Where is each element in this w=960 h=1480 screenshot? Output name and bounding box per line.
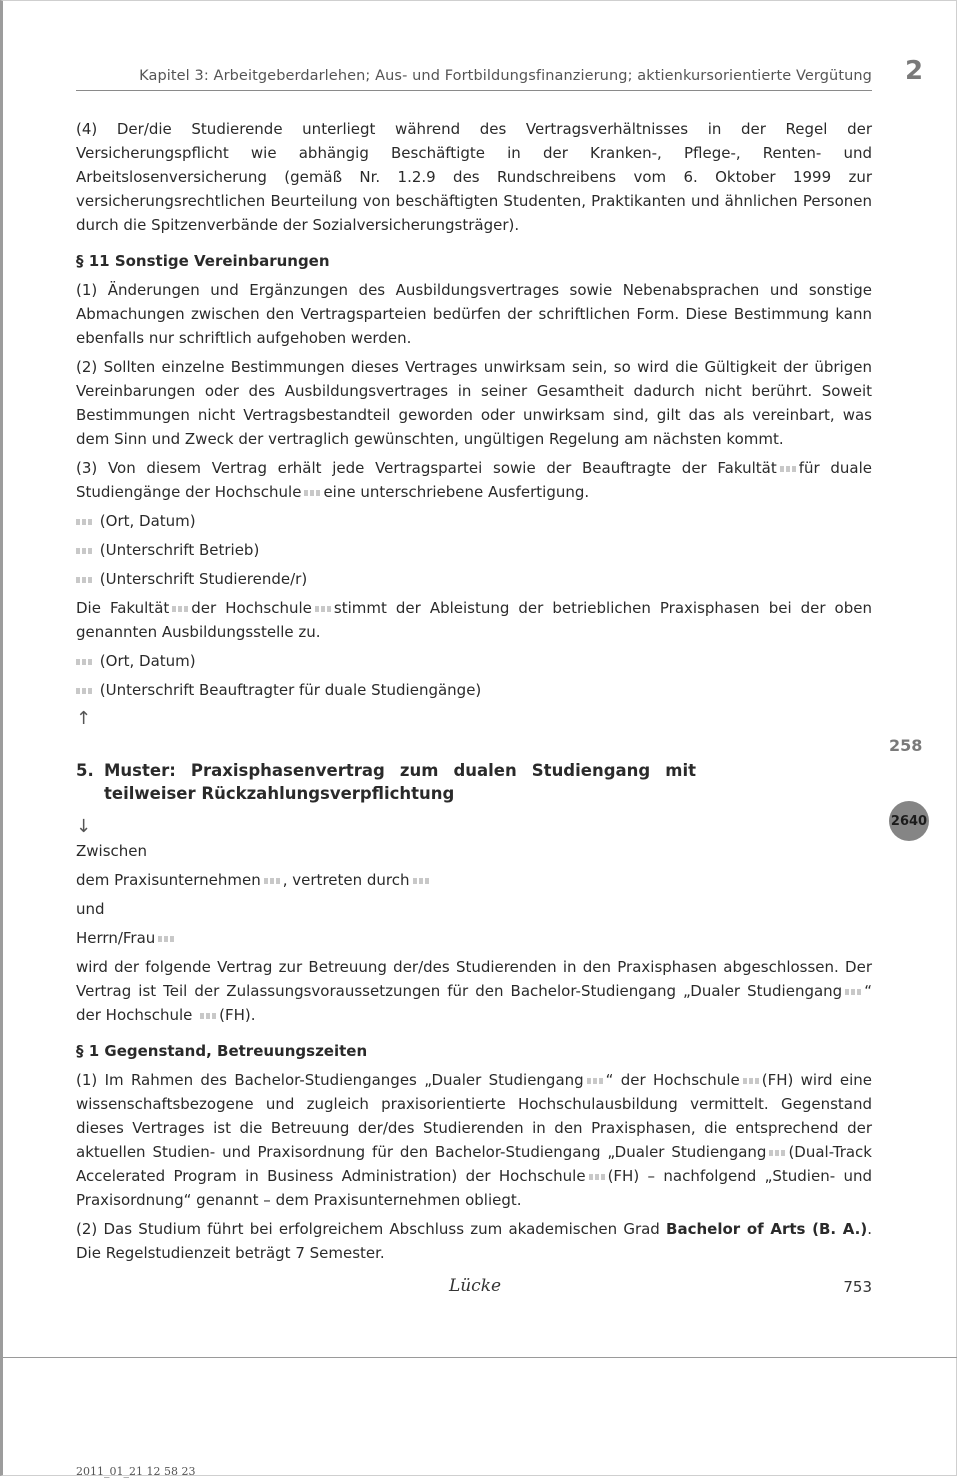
placeholder-blank	[76, 659, 92, 665]
text-segment: (FH) wird eine wissenschaftsbezogene und zugleich praxisorientierte Hochschulausbildung vermittelt. Gegenstand dieses Vertrages ist die Betreuung der/des Studierenden in den Praxisphasen, die entsprechend der aktuellen Studien- und Praxisordnung für den Bachelor-Studiengang „Dualer Studiengang	[76, 1071, 872, 1161]
margin-badge: 2640	[889, 801, 929, 841]
text-segment: “ der Hochschule	[76, 982, 872, 1024]
heading-section-11: § 11 Sonstige Vereinbarungen	[76, 252, 330, 270]
text-segment: (2) Das Studium führt bei erfolgreichem Abschluss zum akademischen Grad	[76, 1220, 660, 1238]
signature-label: (Unterschrift Studierende/r)	[99, 570, 308, 588]
footer-author: Lücke	[448, 1276, 502, 1296]
party-person	[76, 926, 872, 950]
paragraph-1-2	[76, 1217, 872, 1265]
signature-line-place-date-2	[76, 649, 872, 673]
placeholder-blank	[413, 878, 429, 884]
heading-section-1: § 1 Gegenstand, Betreuungszeiten	[76, 1042, 368, 1060]
text-segment: . Die Regelstudienzeit beträgt 7 Semester.	[76, 1220, 872, 1262]
text-segment: dem Praxisunternehmen	[76, 871, 261, 889]
margin-number: 258	[889, 736, 923, 755]
text-segment: (Dual-Track Accelerated Program in Business Administration) der Hochschule	[76, 1143, 872, 1185]
text-segment: Die Fakultät	[76, 599, 170, 617]
placeholder-blank	[743, 1078, 759, 1084]
text-segment: (FH).	[219, 1006, 256, 1024]
placeholder-blank	[172, 606, 188, 612]
placeholder-blank	[76, 577, 92, 583]
placeholder-blank	[780, 466, 796, 472]
section-title-text: Muster: Praxisphasenvertrag zum dualen Studiengang mit teilweiser Rückzahlungsverpflichtung	[104, 761, 696, 803]
text-segment: “ der Hochschule	[605, 1071, 740, 1089]
page-number: 753	[843, 1278, 872, 1296]
signature-label: (Ort, Datum)	[99, 512, 196, 530]
paragraph-11-2: (2) Sollten einzelne Bestimmungen dieses Vertrages unwirksam sein, so wird die Gültigkeit der übrigen Vereinbarungen oder des Ausbildungsvertrages in seiner Gesamtheit dadurch nicht berührt. Soweit Bestimmungen nicht Vertragsbestandteil geworden oder unwirksam sind, gilt das als vereinbart, was dem Sinn und Zweck der vertraglich gewünschten, ungültigen Regelung am nächsten kommt.	[76, 358, 872, 448]
paragraph-11-1: (1) Änderungen und Ergänzungen des Ausbildungsvertrages sowie Nebenabsprachen und sonstige Abmachungen zwischen den Vertragsparteien bedürfen der schriftlichen Form. Diese Bestimmung kann ebenfalls nur schriftlich aufgehoben werden.	[76, 281, 872, 347]
placeholder-blank	[76, 519, 92, 525]
placeholder-blank	[76, 548, 92, 554]
placeholder-blank	[845, 989, 861, 995]
signature-label: (Unterschrift Beauftragter für duale Studiengänge)	[99, 681, 482, 699]
signature-label: (Ort, Datum)	[99, 652, 196, 670]
placeholder-blank	[76, 688, 92, 694]
degree-name: Bachelor of Arts (B. A.)	[666, 1220, 868, 1238]
text-segment: (1) Im Rahmen des Bachelor-Studienganges „Dualer Studiengang	[76, 1071, 584, 1089]
page-content	[76, 117, 872, 1270]
bottom-divider	[3, 1357, 957, 1358]
placeholder-blank	[315, 606, 331, 612]
placeholder-blank	[158, 936, 174, 942]
text-segment: eine unterschriebene Ausfertigung.	[323, 483, 590, 501]
faculty-consent	[76, 596, 872, 644]
header-title: Kapitel 3: Arbeitgeberdarlehen; Aus- und Fortbildungsfinanzierung; aktienkursorientierte Vergütung	[139, 68, 872, 84]
text-segment: (FH) – nachfolgend „Studien- und Praxisordnung“ genannt – dem Praxisunternehmen obliegt.	[76, 1167, 872, 1209]
placeholder-blank	[589, 1174, 605, 1180]
text-segment: für duale Studiengänge der Hochschule	[76, 459, 872, 501]
paragraph-1-1	[76, 1068, 872, 1212]
signature-line-student	[76, 567, 872, 591]
placeholder-blank	[769, 1150, 785, 1156]
signature-line-representative	[76, 678, 872, 702]
signature-line-company	[76, 538, 872, 562]
text-segment: wird der folgende Vertrag zur Betreuung der/des Studierenden in den Praxisphasen abgeschlossen. Der Vertrag ist Teil der Zulassungsvoraussetzungen für den Bachelor-Studiengang „Dualer Studiengang	[76, 958, 872, 1000]
party-and: und	[76, 900, 105, 918]
placeholder-blank	[264, 878, 280, 884]
text-segment: , vertreten durch	[282, 871, 410, 889]
text-segment: stimmt der Ableistung der betrieblichen Praxisphasen bei der oben genannten Ausbildungsstelle zu.	[76, 599, 872, 641]
text-segment: Herrn/Frau	[76, 929, 156, 947]
text-segment: der Hochschule	[191, 599, 312, 617]
contract-intro	[76, 955, 872, 1027]
placeholder-blank	[304, 490, 320, 496]
paragraph-4: (4) Der/die Studierende unterliegt während des Vertragsverhältnisses in der Regel der Versicherungspflicht wie abhängig Beschäftigte in der Kranken-, Pflege-, Renten- und Arbeitslosenversicherung (gemäß Nr. 1.2.9 des Rundschreibens vom 6. Oktober 1999 zur versicherungsrechtlichen Beurteilung von beschäftigten Studenten, Praktikanten und ähnlichen Personen durch die Spitzenverbände der Sozialversicherungsträger).	[76, 120, 872, 234]
text-segment: (3) Von diesem Vertrag erhält jede Vertragspartei sowie der Beauftragte der Fakultät	[76, 459, 777, 477]
print-timestamp: 2011_01_21 12 58 23	[76, 1465, 196, 1478]
party-company	[76, 868, 872, 892]
paragraph-11-3	[76, 456, 872, 504]
arrow-up-icon: ↑	[76, 708, 92, 729]
section-5-title	[76, 759, 696, 805]
arrow-down-icon: ↓	[76, 816, 92, 837]
signature-label: (Unterschrift Betrieb)	[99, 541, 260, 559]
placeholder-blank	[587, 1078, 603, 1084]
running-header	[76, 62, 872, 91]
chapter-number: 2	[905, 56, 924, 86]
placeholder-blank	[200, 1013, 216, 1019]
signature-line-place-date	[76, 509, 872, 533]
party-between: Zwischen	[76, 842, 148, 860]
section-number: 5.	[76, 761, 94, 780]
